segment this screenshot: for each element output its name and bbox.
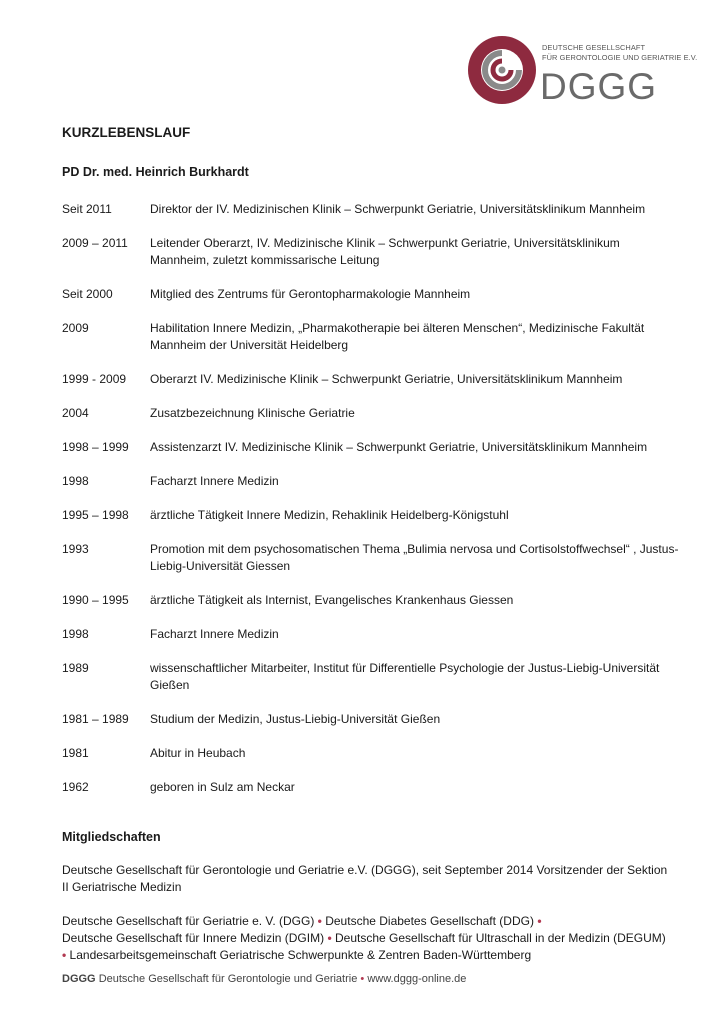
footer-url[interactable]: www.dggg-online.de [367, 973, 467, 985]
cv-description: Facharzt Innere Medizin [150, 474, 279, 488]
cv-description: Abitur in Heubach [150, 746, 246, 760]
dggg-logo [466, 34, 698, 107]
cv-date: 1995 – 1998 [62, 508, 129, 522]
cv-description: ärztliche Tätigkeit Innere Medizin, Rehaklinik Heidelberg-Königstuhl [150, 508, 509, 522]
cv-description: Direktor der IV. Medizinischen Klinik – Schwerpunkt Geriatrie, Universitätsklinikum Mannheim [150, 202, 646, 216]
cv-description: geboren in Sulz am Neckar [150, 780, 295, 794]
footer-separator: • [360, 973, 365, 985]
cv-date: 1981 – 1989 [62, 712, 129, 726]
footer-org: Deutsche Gesellschaft für Gerontologie und Geriatrie [98, 973, 358, 985]
cv-date: 2004 [62, 406, 89, 420]
cv-date: 1998 – 1999 [62, 440, 129, 454]
person-name: PD Dr. med. Heinrich Burkhardt [62, 165, 249, 179]
cv-description: wissenschaftlicher Mitarbeiter, Institut für Differentielle Psychologie der Justus-Liebig-Universität Gießen [150, 661, 660, 692]
bullet-separator: • [327, 931, 332, 945]
cv-date: Seit 2011 [62, 202, 112, 216]
cv-description: ärztliche Tätigkeit als Internist, Evangelisches Krankenhaus Giessen [150, 593, 514, 607]
bullet-separator: • [317, 914, 322, 928]
membership-list [62, 913, 672, 964]
cv-date: 2009 [62, 321, 89, 335]
logo-line-2: FÜR GERONTOLOGIE UND GERIATRIE E.V. [542, 53, 698, 62]
cv-date: 1999 - 2009 [62, 372, 127, 386]
logo-subtitle [542, 43, 697, 63]
logo-line-1: DEUTSCHE GESELLSCHAFT [542, 43, 646, 52]
membership-item: Deutsche Gesellschaft für Ultraschall in der Medizin (DEGUM) [335, 931, 666, 945]
membership-item: Deutsche Diabetes Gesellschaft (DDG) [325, 914, 534, 928]
cv-description: Oberarzt IV. Medizinische Klinik – Schwerpunkt Geriatrie, Universitätsklinikum Mannheim [150, 372, 623, 386]
membership-item: Landesarbeitsgemeinschaft Geriatrische Schwerpunkte & Zentren Baden-Württemberg [69, 948, 532, 962]
cv-date: 1989 [62, 661, 89, 675]
cv-description: Habilitation Innere Medizin, „Pharmakotherapie bei älteren Menschen“, Medizinische Fakultät Mannheim der Universität Heidelberg [150, 321, 645, 352]
logo-wordmark: DGGG [540, 66, 658, 107]
membership-item: Deutsche Gesellschaft für Innere Medizin (DGIM) [62, 931, 325, 945]
cv-description: Assistenzarzt IV. Medizinische Klinik – Schwerpunkt Geriatrie, Universitätsklinikum Mannheim [150, 440, 648, 454]
cv-description: Leitender Oberarzt, IV. Medizinische Klinik – Schwerpunkt Geriatrie, Universitätsklinikum Mannheim, zuletzt kommissarische Leitung [150, 236, 620, 267]
cv-date: 1962 [62, 780, 89, 794]
cv-date: 2009 – 2011 [62, 236, 128, 250]
cv-description: Promotion mit dem psychosomatischen Thema „Bulimia nervosa und Cortisolstoffwechsel“ , Justus-Liebig-Universität Giessen [150, 542, 679, 573]
bullet-separator: • [62, 948, 67, 962]
cv-date: 1993 [62, 542, 89, 556]
dggg-logo-mark-icon [466, 34, 540, 106]
cv-description: Mitglied des Zentrums für Gerontopharmakologie Mannheim [150, 287, 471, 301]
memberships-heading: Mitgliedschaften [62, 830, 161, 844]
cv-date: 1981 [62, 746, 89, 760]
cv-date: 1998 [62, 627, 89, 641]
membership-item: Deutsche Gesellschaft für Geriatrie e. V. (DGG) [62, 914, 315, 928]
cv-date: 1990 – 1995 [62, 593, 129, 607]
page-footer [62, 973, 466, 985]
cv-date: 1998 [62, 474, 89, 488]
bullet-separator: • [537, 914, 542, 928]
cv-description: Facharzt Innere Medizin [150, 627, 279, 641]
membership-paragraph: Deutsche Gesellschaft für Gerontologie und Geriatrie e.V. (DGGG), seit September 2014 Vorsitzender der Sektion II Geriatrische Medizin [62, 863, 668, 894]
cv-description: Studium der Medizin, Justus-Liebig-Universität Gießen [150, 712, 441, 726]
footer-brand: DGGG [62, 973, 96, 985]
page-title: KURZLEBENSLAUF [62, 125, 191, 140]
cv-date: Seit 2000 [62, 287, 113, 301]
cv-description: Zusatzbezeichnung Klinische Geriatrie [150, 406, 355, 420]
